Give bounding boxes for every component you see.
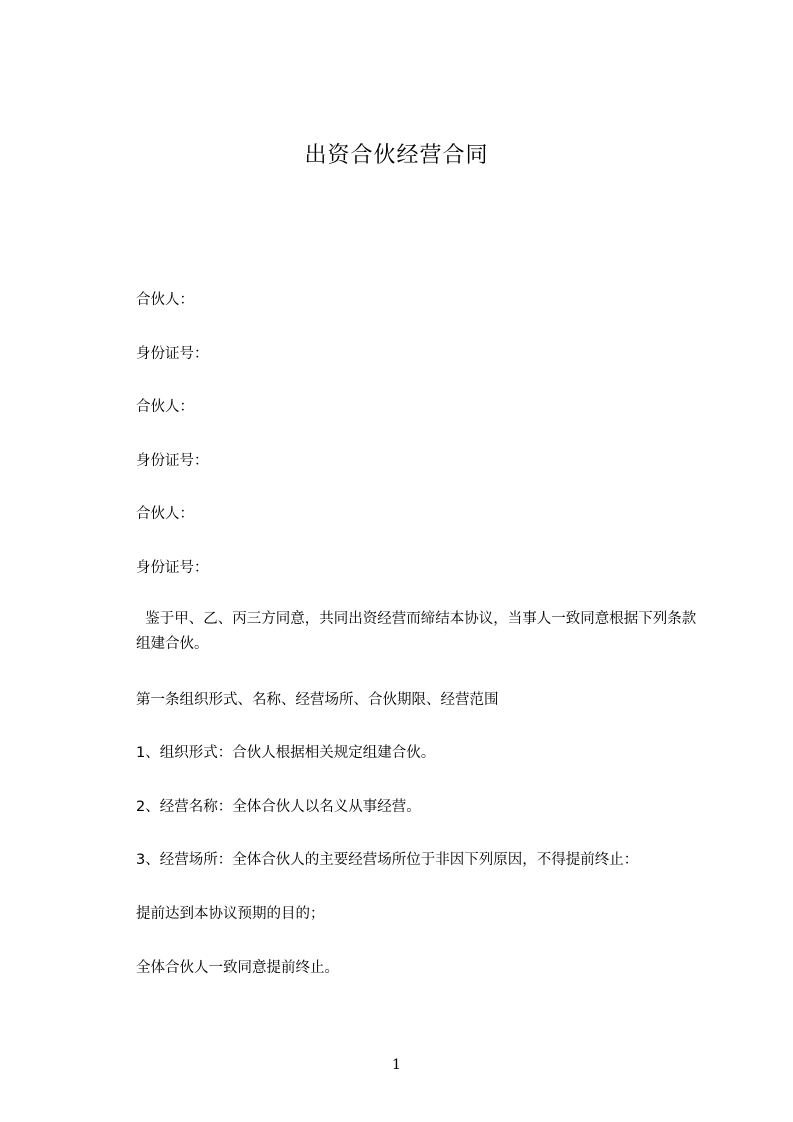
termination-reason-2: 全体合伙人一致同意提前终止。 [136,960,339,976]
partner-2-label: 合伙人： [136,399,194,415]
clause-1: 1、组织形式：合伙人根据相关规定组建合伙。 [136,745,436,761]
page-number: 1 [392,1057,401,1073]
clause-3: 3、经营场所：全体合伙人的主要经营场所位于非因下列原因，不得提前终止： [136,852,639,868]
clause-2: 2、经营名称：全体合伙人以名义从事经营。 [136,799,421,815]
partner-1-id-label: 身份证号： [136,346,209,362]
article-1-heading: 第一条组织形式、名称、经营场所、合伙期限、经营范围 [136,692,499,708]
document-title: 出资合伙经营合同 [304,143,489,168]
termination-reason-1: 提前达到本协议预期的目的； [136,906,325,922]
partner-3-id-label: 身份证号： [136,560,209,576]
partner-1-label: 合伙人： [136,292,194,308]
partner-2-id-label: 身份证号： [136,453,209,469]
partner-3-label: 合伙人： [136,506,194,522]
intro-paragraph: 鉴于甲、乙、丙三方同意，共同出资经营而缔结本协议，当事人一致同意根据下列条款组建合伙。 [136,611,697,652]
